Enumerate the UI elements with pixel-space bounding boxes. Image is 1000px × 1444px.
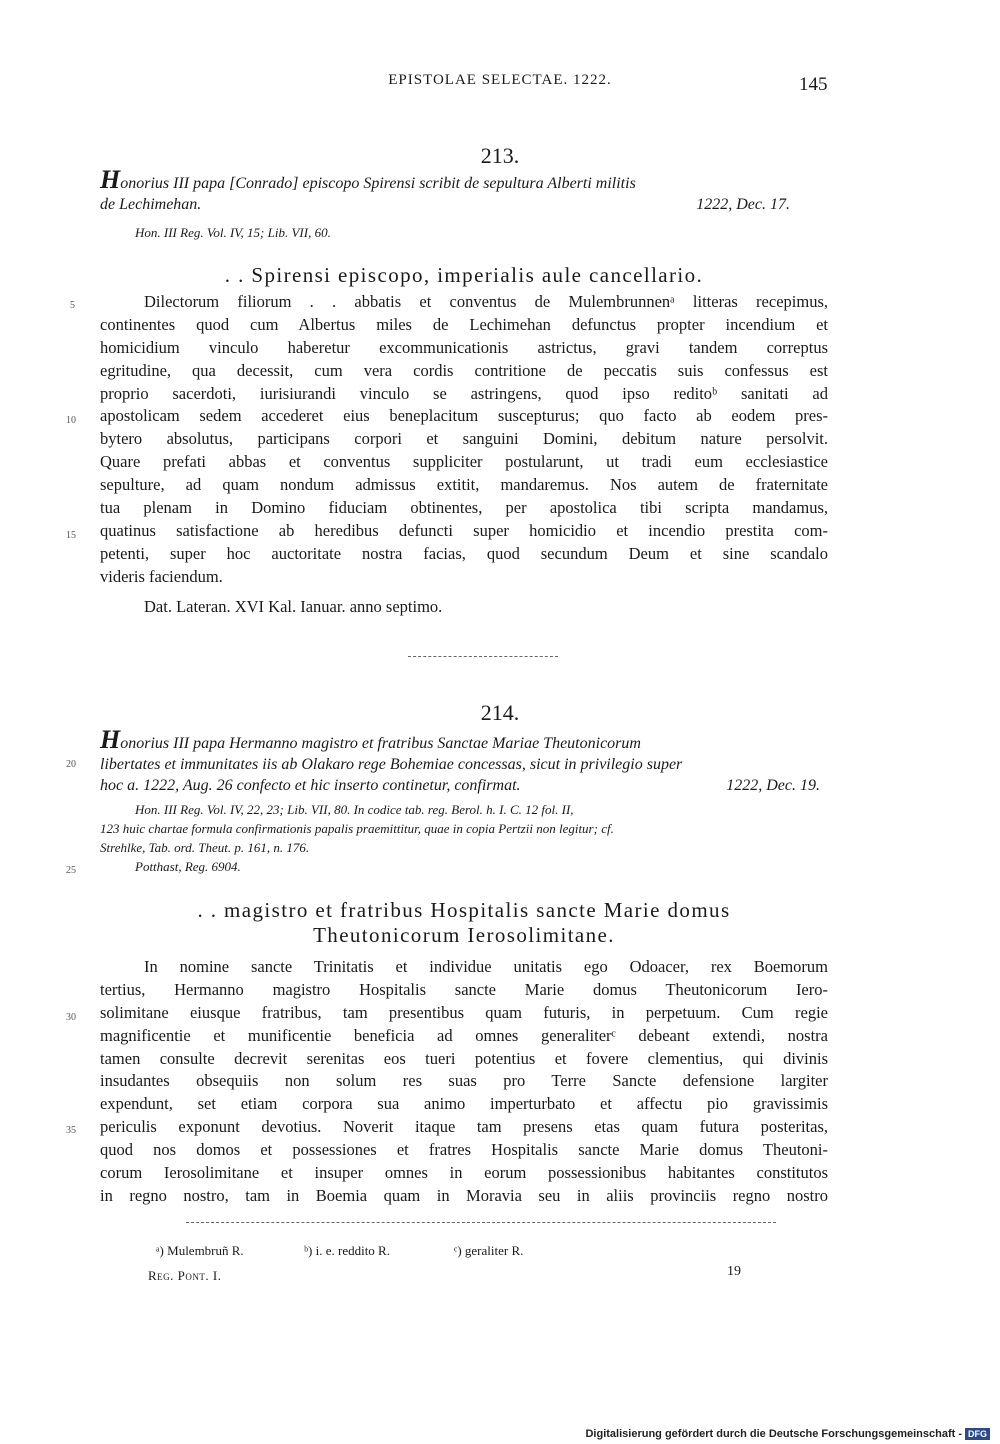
line-number: 20 [66,759,76,770]
source-line: Hon. III Reg. Vol. IV, 22, 23; Lib. VII, 80. In codice tab. reg. Berol. h. I. C. 12 fol. II, [135,802,574,817]
dfg-banner-text: Digitalisierung gefördert durch die Deutsche Forschungsgemeinschaft - [585,1428,962,1440]
letter-number-214: 214. [480,700,520,725]
text-line: periculis exponunt devotius. Noverit itaque tam presens etas quam futura posteritas, [100,1117,828,1137]
regest-line: libertates et immunitates iis ab Olakaro rege Bohemiae concessas, sicut in privilegio super [100,756,683,773]
text-line: egritudine, qua decessit, cum vera cordis contritione de peccatis suis confessus est [100,360,828,380]
regest-214 [100,725,828,796]
text-line: sepulture, ad quam nondum admissus extitit, mandaremus. Nos autem de fraternitate [100,475,828,495]
text-line: continentes quod cum Albertus miles de Lechimehan defunctus propter incendium et [100,314,828,334]
text-line: tertius, Hermanno magistro Hospitalis sancte Marie domus Theutonicorum Iero- [100,979,828,999]
text-line: In nomine sancte Trinitatis et individue unitatis ego Odoacer, rex Boemorum [144,957,828,976]
source-line: 123 huic chartae formula confirmationis papalis praemittitur, quae in copia Pertzii non legitur; cf. [100,821,614,836]
letter-date: 1222, Dec. 19. [726,777,820,794]
address-213: . . Spirensi episcopo, imperialis aule cancellario. [224,263,704,287]
regest-line: onorius III papa [Conrado] episcopo Spirensi scribit de sepultura Alberti militis [120,175,636,192]
regest-line: onorius III papa Hermanno magistro et fratribus Sanctae Mariae Theutonicorum [120,735,641,752]
text-line: tamen consulte decrevit serenitas eos tueri potentius et fovere clementius, qui divinis [100,1048,828,1068]
section-divider [408,656,558,657]
dfg-banner [585,1428,990,1440]
line-number: 15 [66,530,76,541]
footnote-a: ᵃ) Mulembruñ R. [156,1243,244,1258]
source-note-213: Hon. III Reg. Vol. IV, 15; Lib. VII, 60. [135,225,331,240]
address-line: . . magistro et fratribus Hospitalis sancte Marie domus [197,898,731,922]
text-line: Dilectorum filiorum . . abbatis et conventus de Mulembrunnenᵃ litteras recepimus, [144,292,828,311]
regest-initial: H [100,725,121,754]
letter-date: 1222, Dec. 17. [696,196,790,213]
regest-213 [100,165,828,215]
line-number: 25 [66,865,76,876]
text-line: apostolicam sedem accederet eius beneplacitum suscepturus; quo facto ab eodem pres- [100,406,828,426]
letter-text-213 [100,291,828,589]
page-number: 145 [799,74,828,95]
text-line: expendunt, set etiam corpora sua animo imperturbato et affectu pio gravissimis [100,1094,828,1114]
text-line: homicidium vinculo haberetur excommunicationis astrictus, gravi tandem correptus [100,337,828,357]
text-line: tua plenam in Domino fiduciam obtinentes, per apostolica tibi scripta mandamus, [100,498,828,518]
source-note-214 [100,800,830,876]
regest-line: hoc a. 1222, Aug. 26 confecto et hic inserto continetur, confirmat. [100,777,521,794]
text-line: Quare prefati abbas et conventus suppliciter postularunt, ut tradi eum ecclesiastice [100,452,828,472]
address-214 [100,898,828,948]
regest-initial: H [100,165,121,194]
text-line: solimitane eiusque fratribus, tam presentibus quam futuris, in perpetuum. Cum regie [100,1002,828,1022]
text-line: proprio sacerdoti, iurisiurandi vinculo se astringens, quod ipso reditoᵇ sanitati ad [100,383,828,403]
text-line: quatinus satisfactione ab heredibus defuncti super homicidio et incendio prestita com- [100,520,828,540]
text-line: in regno nostro, tam in Boemia quam in Moravia seu in aliis provinciis regno nostro [100,1185,828,1205]
source-line: Strehlke, Tab. ord. Theut. p. 161, n. 176. [100,840,310,855]
footnote-b: ᵇ) i. e. reddito R. [304,1243,390,1258]
text-line: bytero absolutus, participans corpori et sanguini Domini, debitum nature persolvit. [100,429,828,449]
letter-number-213: 213. [480,143,520,168]
regest-line: de Lechimehan. [100,196,202,213]
signature-mark: 19 [727,1264,741,1279]
letter-text-214 [100,956,828,1208]
series-label: Reg. Pont. I. [148,1268,222,1283]
text-line: corum Ierosolimitane et insuper omnes in eorum possessionibus habitantes constitutos [100,1163,828,1183]
line-number: 5 [70,300,75,311]
running-title: EPISTOLAE SELECTAE. 1222. [388,72,612,88]
footnote-divider [186,1222,776,1223]
line-number: 10 [66,415,76,426]
text-line: magnificentie et munificentie beneficia ad omnes generaliterᶜ debeant extendi, nostra [100,1025,828,1045]
footnote-c: ᶜ) geraliter R. [454,1243,524,1258]
line-number: 35 [66,1125,76,1136]
text-line: videris faciendum. [100,566,223,586]
source-line: Potthast, Reg. 6904. [135,859,241,874]
text-line: quod nos domos et possessiones et fratres Hospitalis sancte Marie domus Theutoni- [100,1140,828,1160]
address-line: Theutonicorum Ierosolimitane. [313,923,615,947]
text-line: petenti, super hoc auctoritate nostra facias, quod secundum Deum et sine scandalo [100,543,828,563]
text-line: insudantes obsequiis non solum res suas pro Terre Sancte defensione largiter [100,1071,828,1091]
datum-213: Dat. Lateran. XVI Kal. Ianuar. anno septimo. [144,597,443,616]
line-number: 30 [66,1012,76,1023]
dfg-logo-icon: DFG [965,1428,990,1440]
